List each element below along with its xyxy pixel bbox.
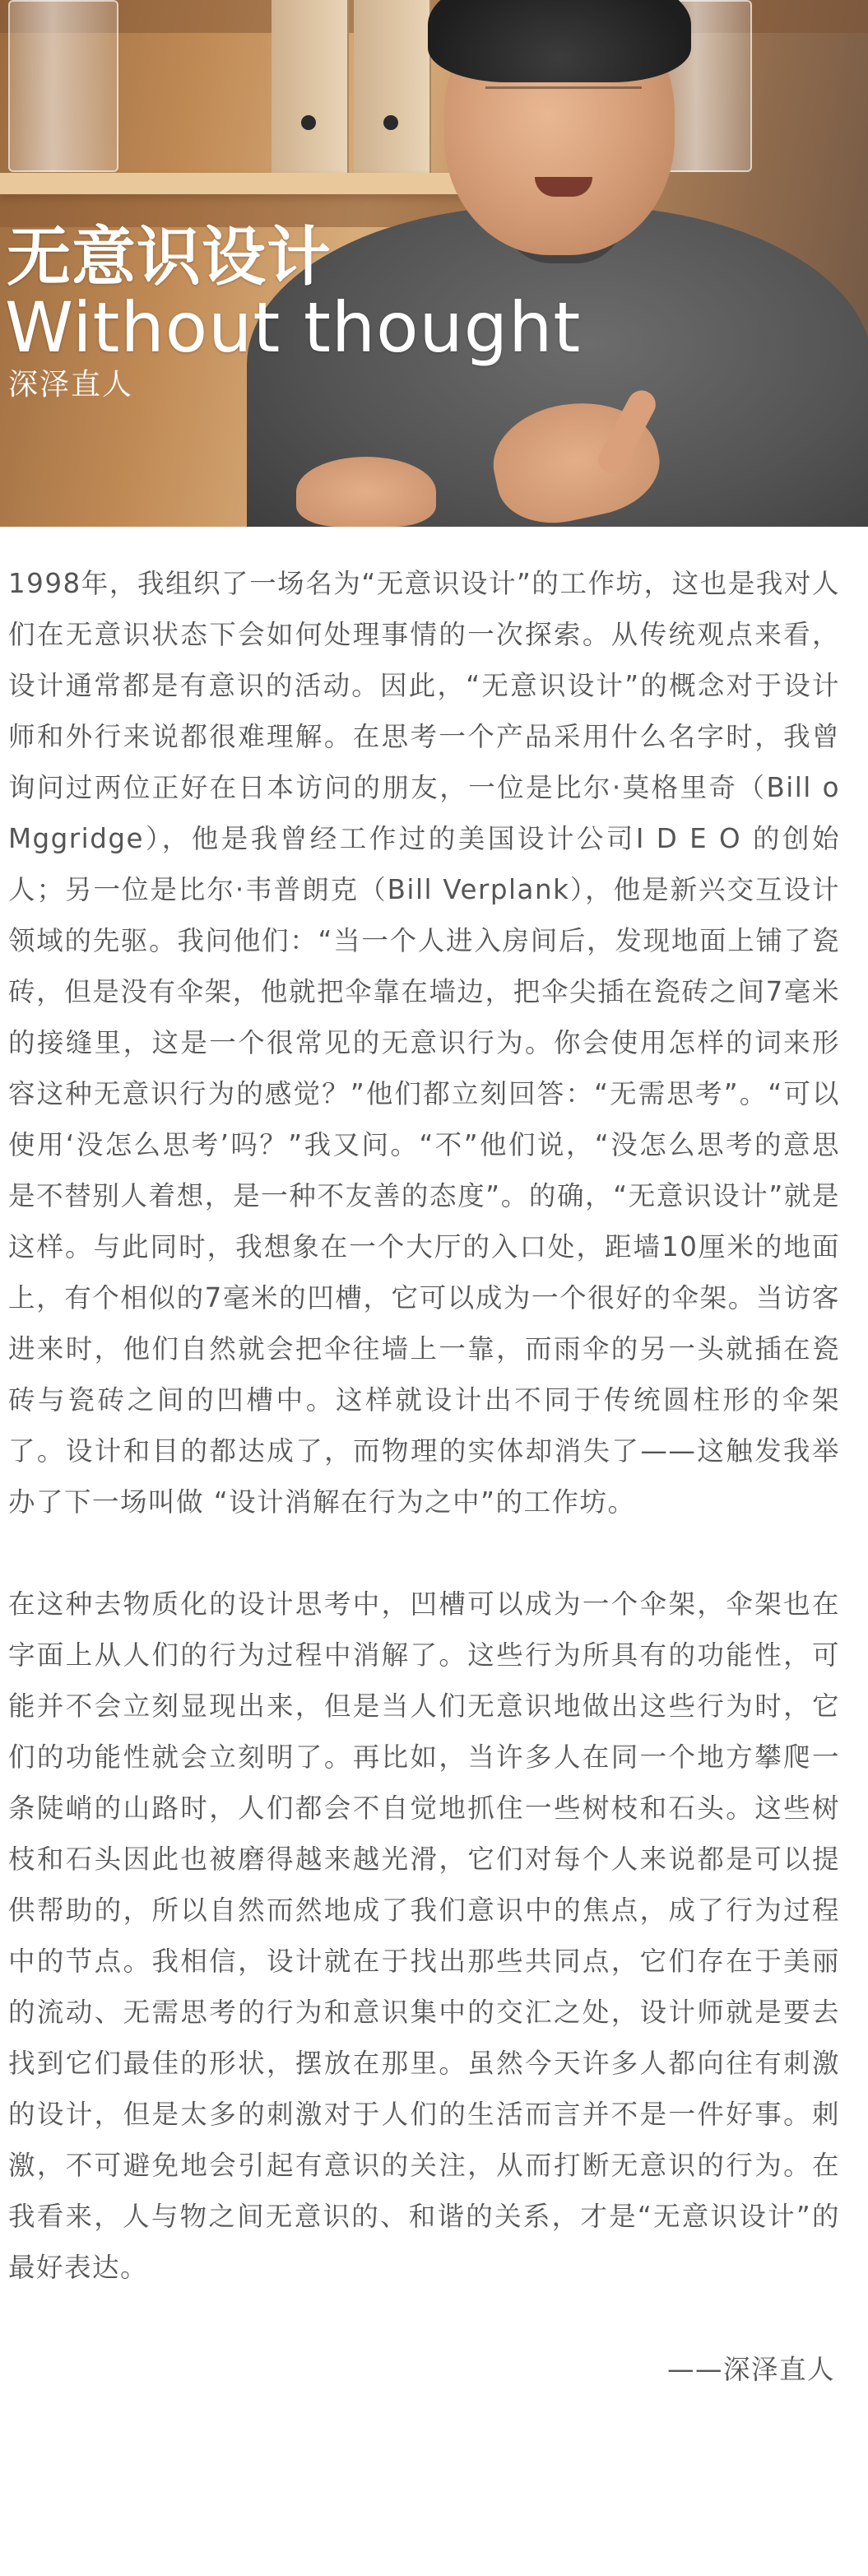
person-hair: [428, 0, 691, 82]
person-left-hand: [296, 457, 436, 527]
glass-jar: [8, 0, 118, 172]
article-body: [0, 527, 850, 2395]
brow-shadow: [485, 86, 642, 122]
hero-author: 深泽直人: [8, 368, 134, 402]
binder: [354, 0, 431, 173]
page-subtitle: Without thought: [5, 287, 582, 368]
paragraph-gap: [8, 1527, 840, 1579]
paragraph-2: 在这种去物质化的设计思考中，凹槽可以成为一个伞架，伞架也在字面上从人们的行为过程中消解了。这些行为所具有的功能性，可能并不会立刻显现出来，但是当人们无意识地做出这些行为时，它们的功能性就会立刻明了。再比如，当许多人在同一个地方攀爬一条陡峭的山路时，人们都会不自觉地抓住一些树枝和石头。这些树枝和石头因此也被磨得越来越光滑，它们对每个人来说都是可以提供帮助的，所以自然而然地成了我们意识中的焦点，成了行为过程中的节点。我相信，设计就在于找出那些共同点，它们存在于美丽的流动、无需思考的行为和意识集中的交汇之处，设计师就是要去找到它们最佳的形状，摆放在那里。虽然今天许多人都向往有刺激的设计，但是太多的刺激对于人们的生活而言并不是一件好事。刺激，不可避免地会引起有意识的关注，从而打断无意识的行为。在我看来，人与物之间无意识的、和谐的关系，才是“无意识设计”的最好表达。: [8, 1588, 840, 2283]
article-signature: ——深泽直人: [666, 2354, 835, 2385]
binder: [272, 0, 349, 173]
hero-banner: [0, 0, 868, 527]
page-title: 无意识设计: [7, 221, 332, 295]
wooden-shelf: [0, 173, 527, 194]
paragraph-1: 1998年，我组织了一场名为“无意识设计”的工作坊，这也是我对人们在无意识状态下会如何处理事情的一次探索。从传统观点来看，设计通常都是有意识的活动。因此，“无意识设计”的概念对于设计师和外行来说都很难理解。在思考一个产品采用什么名字时，我曾询问过两位正好在日本访问的朋友，一位是比尔·莫格里奇（Bill o Mggridge），他是我曾经工作过的美国设计公司I D E O 的创始人；另一位是比尔·韦普朗克（Bill Verplank），他是新兴交互设计领域的先驱。我问他们：“当一个人进入房间后，发现地面上铺了瓷砖，但是没有伞架，他就把伞靠在墙边，把伞尖插在瓷砖之间7毫米的接缝里，这是一个很常见的无意识行为。你会使用怎样的词来形容这种无意识行为的感觉？”他们都立刻回答：“无需思考”。“可以使用‘没怎么思考’吗？”我又问。“不”他们说，“没怎么思考的意思是不替别人着想，是一种不友善的态度”。的确，“无意识设计”就是这样。与此同时，我想象在一个大厅的入口处，距墙10厘米的地面上，有个相似的7毫米的凹槽，它可以成为一个很好的伞架。当访客进来时，他们自然就会把伞往墙上一靠，而雨伞的另一头就插在瓷砖与瓷砖之间的凹槽中。这样就设计出不同于传统圆柱形的伞架了。设计和目的都达成了，而物理的实体却消失了——这触发我举办了下一场叫做 “设计消解在行为之中”的工作坊。: [8, 568, 840, 1518]
